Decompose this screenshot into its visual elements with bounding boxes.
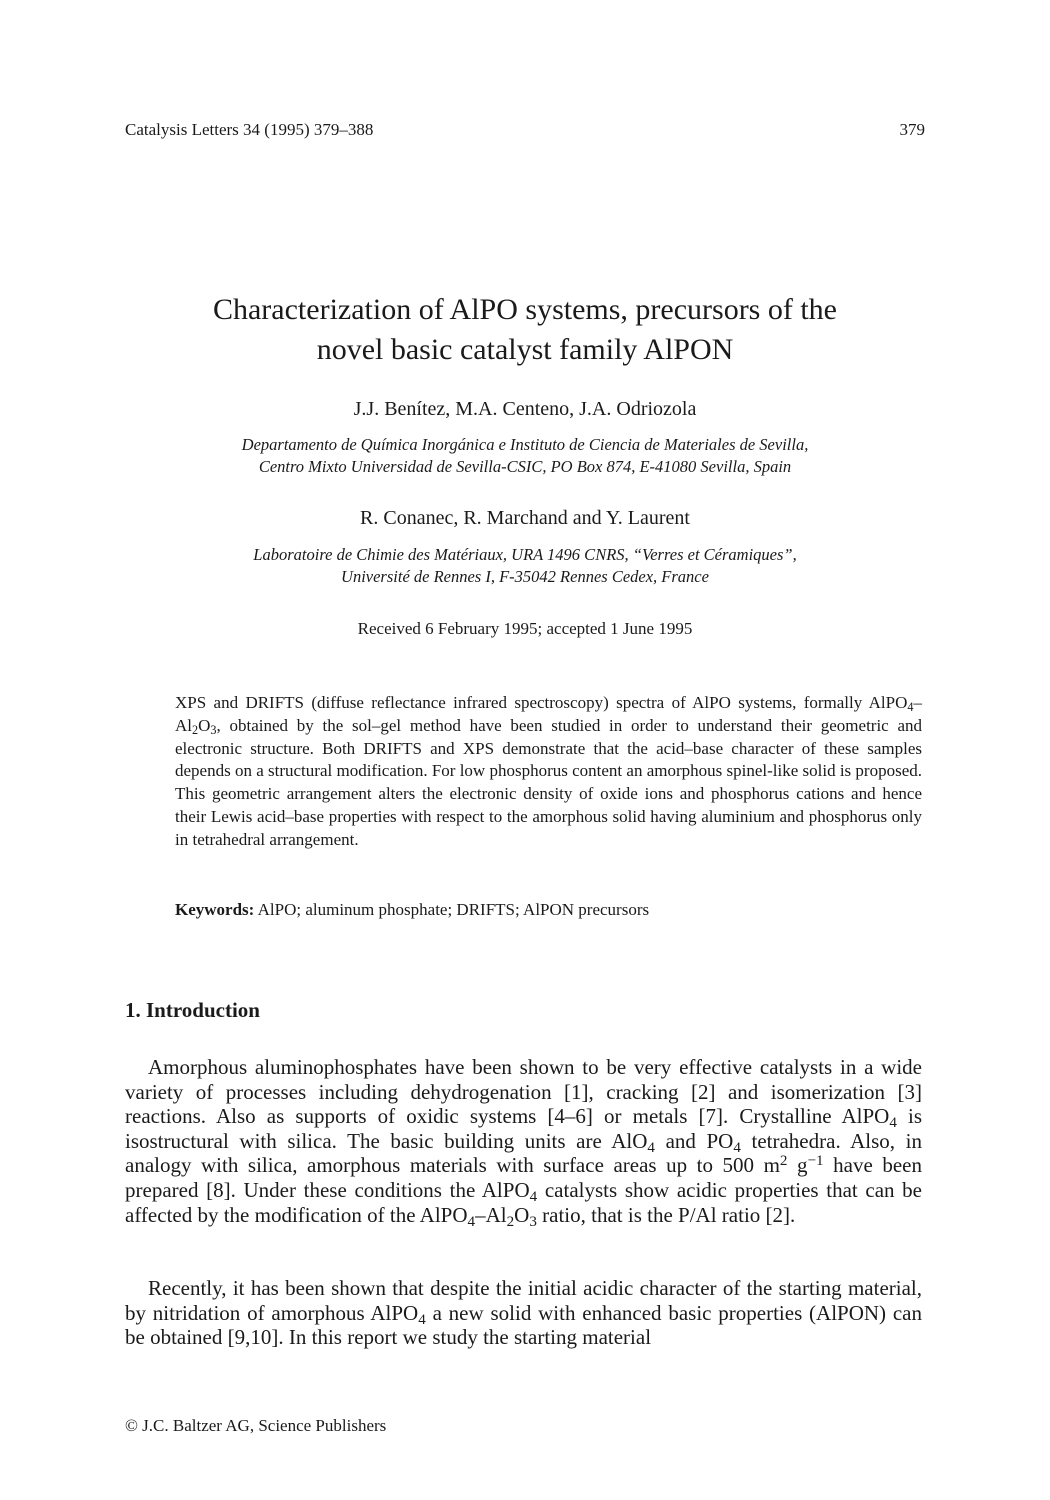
- abstract: [175, 692, 922, 852]
- abstract-text: , obtained by the sol–gel method have been studied in order to understand their geometric and electronic structure. Both DRIFTS and XPS demonstrate that the acid–base character of these samples depends on a structural modification. For low phosphorus content an amorphous spinel-like solid is proposed. This geometric arrangement alters the electronic density of oxide ions and phosphorus cations and hence their Lewis acid–base properties with respect to the amorphous solid having aluminium and phosphorus only in tetrahedral arrangement.: [175, 715, 922, 849]
- paper-title: [125, 290, 925, 370]
- subscript: 4: [467, 1213, 476, 1230]
- affiliation-2: [125, 544, 925, 588]
- abstract-paragraph: [175, 692, 922, 852]
- keywords: [175, 900, 922, 920]
- keywords-label: Keywords:: [175, 900, 255, 919]
- title-line-2: novel basic catalyst family AlPON: [316, 333, 734, 366]
- journal-citation: Catalysis Letters 34 (1995) 379–388: [125, 120, 374, 139]
- body-text: and PO: [654, 1128, 734, 1153]
- affiliation-1-line-1: Departamento de Química Inorgánica e Instituto de Ciencia de Materiales de Sevilla,: [241, 435, 809, 454]
- affiliation-1: [125, 434, 925, 478]
- body-text: a new solid with enhanced basic properties (AlPON) can be obtained [9,10]. In this report we study the starting material: [125, 1300, 922, 1350]
- body-text: O: [514, 1202, 530, 1227]
- subscript: 3: [529, 1213, 537, 1230]
- body-text: have been prepared [8]. Under these conditions the AlPO: [125, 1153, 922, 1202]
- superscript: 2: [779, 1153, 788, 1170]
- title-line-1: Characterization of AlPO systems, precursors of the: [212, 293, 837, 326]
- subscript: 2: [192, 722, 199, 737]
- affiliation-1-line-2: Centro Mixto Universidad de Sevilla-CSIC, PO Box 874, E-41080 Sevilla, Spain: [258, 457, 792, 476]
- body-text: –Al: [475, 1202, 507, 1227]
- superscript: −1: [807, 1153, 824, 1170]
- section-heading: 1. Introduction: [125, 998, 260, 1022]
- body-paragraph-1: [125, 1055, 923, 1230]
- subscript: 4: [889, 1114, 897, 1131]
- author-list-2: R. Conanec, R. Marchand and Y. Laurent: [360, 507, 690, 529]
- body-text: is isostructural with silica. The basic building units are AlO: [125, 1104, 922, 1153]
- abstract-text: XPS and DRIFTS (diffuse reflectance infrared spectroscopy) spectra of AlPO systems, formally AlPO: [175, 693, 908, 712]
- subscript: 4: [418, 1311, 426, 1328]
- body-text: Recently, it has been shown that despite the initial acidic character of the starting material, by nitridation of amorphous AlPO: [125, 1276, 922, 1325]
- affiliation-2-line-1: Laboratoire de Chimie des Matériaux, URA 1496 CNRS, “Verres et Céramiques”,: [253, 545, 797, 564]
- body-text: tetrahedra. Also, in analogy with silica, amorphous materials with surface areas up to 500 m: [125, 1128, 922, 1178]
- affiliation-2-line-2: Université de Rennes I, F-35042 Rennes Cedex, France: [341, 567, 709, 586]
- received-date: Received 6 February 1995; accepted 1 June 1995: [357, 619, 693, 638]
- subscript: 3: [210, 722, 217, 737]
- body-text: g: [787, 1153, 808, 1178]
- keywords-text: AlPO; aluminum phosphate; DRIFTS; AlPON precursors: [257, 900, 650, 919]
- subscript: 4: [907, 700, 914, 715]
- copyright-footer: © J.C. Baltzer AG, Science Publishers: [125, 1416, 387, 1435]
- body-text: Amorphous aluminophosphates have been shown to be very effective catalysts in a wide variety of processes including dehydrogenation [1], cracking [2] and isomerization [3] reactions. Also as supports of oxidic systems [4–6] or metals [7]. Crystalline AlPO: [125, 1055, 922, 1129]
- subscript: 4: [529, 1188, 538, 1205]
- body-text: catalysts show acidic properties that can be affected by the modification of the AlPO: [125, 1177, 923, 1227]
- abstract-text: O: [198, 715, 211, 735]
- author-list-1: J.J. Benítez, M.A. Centeno, J.A. Odriozola: [353, 398, 697, 420]
- page-number: 379: [899, 120, 925, 139]
- abstract-text: –Al: [175, 693, 922, 735]
- subscript: 4: [647, 1139, 655, 1156]
- body-text: ratio, that is the P/Al ratio [2].: [536, 1202, 796, 1227]
- subscript: 4: [733, 1139, 741, 1156]
- subscript: 2: [506, 1213, 515, 1230]
- body-paragraph-2: [125, 1276, 922, 1350]
